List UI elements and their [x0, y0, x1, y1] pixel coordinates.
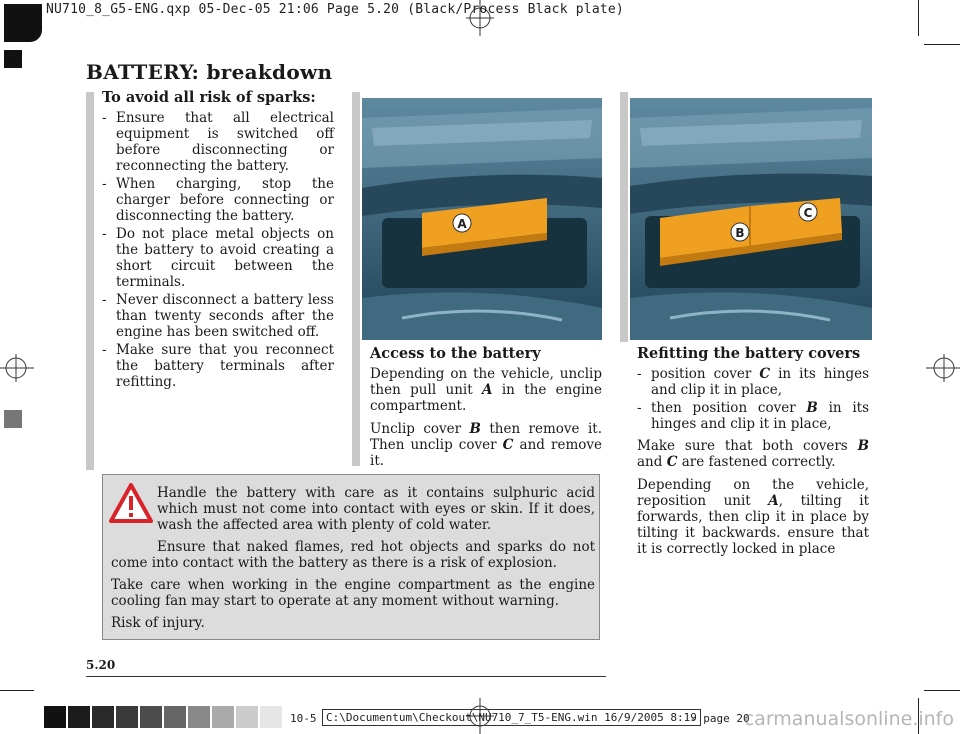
crop-line-top-right-h	[924, 44, 960, 45]
warning-paragraph-3: Take care when working in the engine compartment as the engine cooling fan may start to operate at any moment without warning.	[111, 577, 595, 609]
color-swatch	[236, 706, 258, 728]
refit-paragraph-2: Depending on the vehicle, reposition unit A, tilting it forwards, then clip it in place by tilting it backwards. ensure that it is correctly locked in place	[637, 477, 869, 557]
sparks-section	[102, 90, 334, 392]
list-item: - Ensure that all electrical equipment is switched off before disconnecting or reconnecting the battery.	[102, 110, 334, 174]
registration-mark-left	[0, 350, 36, 386]
warning-paragraph-1: Handle the battery with care as it contains sulphuric acid which must not come into contact with eyes or skin. If it does, wash the affected area with plenty of cold water.	[157, 485, 595, 533]
access-section	[370, 346, 602, 476]
column-bar-left	[86, 92, 94, 470]
watermark: carmanualsonline.info	[743, 708, 954, 730]
crop-block-top-left	[4, 4, 42, 42]
refit-heading: Refitting the battery covers	[637, 345, 861, 362]
column-bar-right	[620, 92, 628, 342]
crop-line-bottom-right-h	[924, 690, 960, 691]
list-item: - When charging, stop the charger before connecting or disconnecting the battery.	[102, 176, 334, 224]
list-item: - position cover C in its hinges and clip it in place,	[637, 366, 870, 398]
crop-block-left-grey	[4, 410, 22, 428]
label-a: A	[457, 217, 467, 231]
label-b: B	[735, 226, 745, 240]
access-heading: Access to the battery	[370, 345, 541, 362]
color-swatch	[164, 706, 186, 728]
warning-box	[102, 474, 600, 640]
footer-page: - page 20	[690, 712, 750, 725]
color-swatch	[188, 706, 210, 728]
color-swatch	[212, 706, 234, 728]
list-item: - Do not place metal objects on the battery to avoid creating a short circuit between the terminals.	[102, 226, 334, 290]
color-swatch	[116, 706, 138, 728]
color-swatch	[140, 706, 162, 728]
warning-paragraph-4: Risk of injury.	[111, 615, 205, 631]
registration-mark-right	[924, 350, 960, 386]
engine-photo-unit-a	[362, 98, 602, 340]
crop-line-top-right	[918, 0, 919, 36]
color-swatch	[260, 706, 282, 728]
warning-paragraph-2: Ensure that naked flames, red hot objects and sparks do not come into contact with the battery as there is a risk of explosion.	[111, 539, 595, 571]
engine-illustration-right	[630, 98, 872, 340]
column-bar-middle	[352, 92, 360, 466]
refit-paragraph-1: Make sure that both covers B and C are fastened correctly.	[637, 438, 869, 470]
list-item: - then position cover B in its hinges and clip it in place,	[637, 400, 870, 432]
access-paragraph-2: Unclip cover B then remove it. Then unclip cover C and remove it.	[370, 421, 602, 469]
page-number: 5.20	[86, 658, 116, 672]
access-paragraph-1: Depending on the vehicle, unclip then pull unit A in the engine compartment.	[370, 366, 602, 414]
color-swatch	[44, 706, 66, 728]
footer-prefix: 10-5	[290, 712, 317, 725]
color-swatch	[92, 706, 114, 728]
page-title: BATTERY: breakdown	[86, 60, 333, 84]
sparks-list	[102, 110, 334, 390]
engine-illustration-left	[362, 98, 602, 340]
warning-text	[111, 485, 595, 637]
footer-file-path: C:\Documentum\Checkout\NU710_7_T5-ENG.win 16/9/2005 8:19	[322, 709, 701, 726]
label-c: C	[803, 206, 813, 220]
sparks-heading: To avoid all risk of sparks:	[102, 89, 316, 106]
engine-photo-covers-bc	[630, 98, 872, 340]
refit-list	[637, 366, 869, 432]
color-swatch	[68, 706, 90, 728]
list-item: - Make sure that you reconnect the battery terminals after refitting.	[102, 342, 334, 390]
footer-rule	[86, 676, 606, 677]
refit-section	[637, 346, 869, 564]
list-item: - Never disconnect a battery less than twenty seconds after the engine has been switched off.	[102, 292, 334, 340]
print-slug: NU710_8_G5-ENG.qxp 05-Dec-05 21:06 Page 5.20 (Black/Process Black plate)	[46, 2, 624, 17]
crop-block-left	[4, 50, 22, 68]
crop-line-bottom-left-h	[0, 690, 34, 691]
